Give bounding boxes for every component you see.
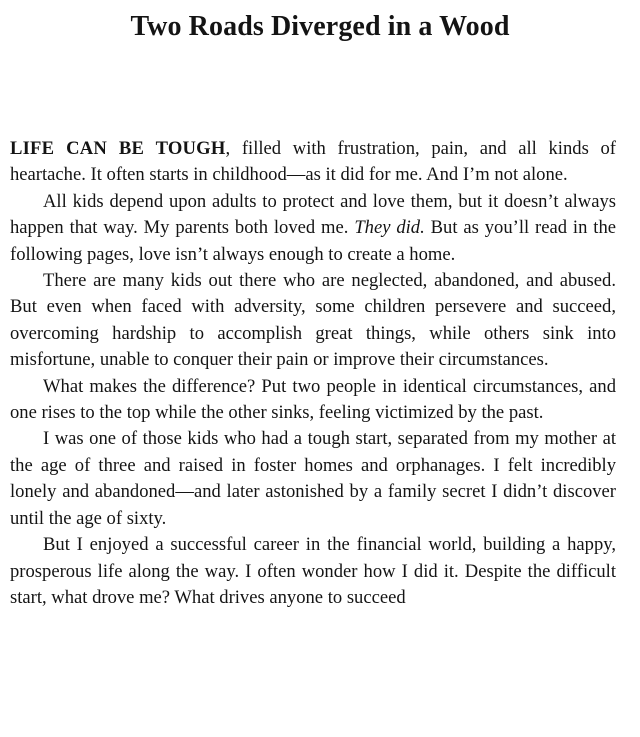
paragraph-6: But I enjoyed a successful career in the financial world, building a happy, prosperous life along the way. I often wonder how I did it. Despite the difficult start, what drove me? What drives anyone to succeed [10,534,616,608]
paragraph-text: But as you’ll read in the following pages, love isn’t always enough to create a home. [10,217,616,265]
paragraph-3: There are many kids out there who are neglected, abandoned, and abused. But even when faced with adversity, some children persevere and succeed, overcoming hardship to accomplish great things, while others sink into misfortune, unable to conquer their pain or improve their circumstances. [10,270,616,371]
paragraph-5: I was one of those kids who had a tough start, separated from my mother at the age of three and raised in foster homes and orphanages. I felt incredibly lonely and abandoned—and later astonished by a family secret I didn’t discover until the age of sixty. [10,428,616,529]
chapter-title: Two Roads Diverged in a Wood [130,11,510,42]
chapter-body [10,136,616,611]
paragraph-text: , filled with frustration, pain, and all kinds of heartache. It often starts in childhood—as it did for me. And I’m not alone. [10,138,616,186]
paragraph-text: All kids depend upon adults to protect and love them, but it doesn’t always happen that way. My parents both loved me. [10,190,616,239]
paragraph-4: What makes the difference? Put two people in identical circumstances, and one rises to the top while the other sinks, feeling victimized by the past. [10,375,616,424]
paragraph-1 [10,136,616,189]
emphasis-text: They did. [354,217,425,239]
lead-in-text: LIFE CAN BE TOUGH [10,138,226,159]
paragraph-2 [10,189,616,268]
